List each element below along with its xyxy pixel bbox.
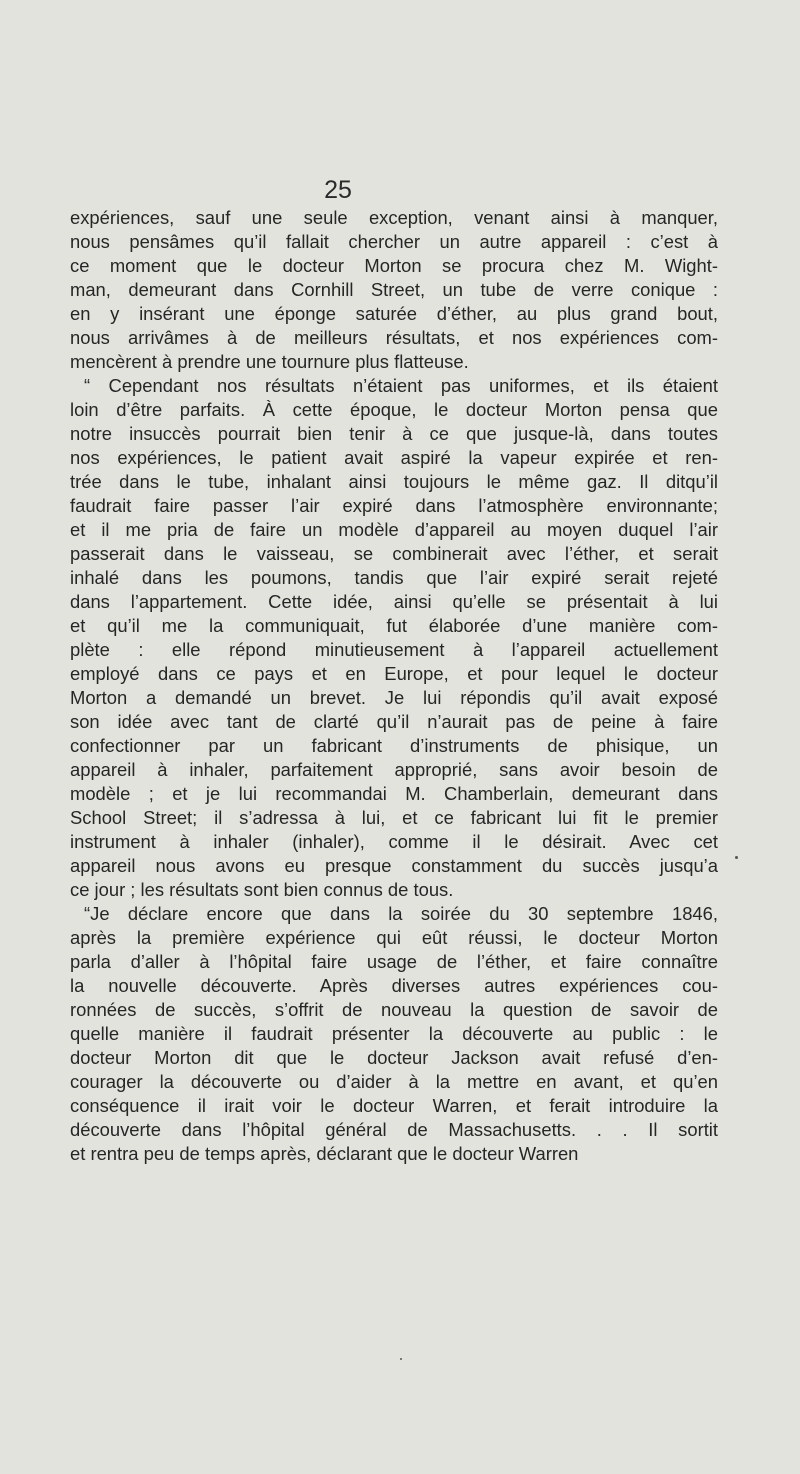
text-line: “Je déclare encore que dans la soirée du 30 septembre 1846, <box>84 903 718 924</box>
text-line: confectionner par un fabricant d’instruments de phisique, un <box>70 735 718 756</box>
text-line: employé dans ce pays et en Europe, et pour lequel le docteur <box>70 663 718 684</box>
text-line: nous pensâmes qu’il fallait chercher un autre appareil : c’est à <box>70 231 718 252</box>
text-line: dans l’appartement. Cette idée, ainsi qu’elle se présentait à lui <box>70 591 718 612</box>
text-line: trée dans le tube, inhalant ainsi toujours le même gaz. Il ditqu’il <box>70 471 718 492</box>
text-line: instrument à inhaler (inhaler), comme il le désirait. Avec cet <box>70 831 718 852</box>
page-number: 25 <box>324 176 352 204</box>
text-line: ce moment que le docteur Morton se procura chez M. Wight- <box>70 255 718 276</box>
text-line: notre insuccès pourrait bien tenir à ce que jusque-là, dans toutes <box>70 423 718 444</box>
text-line: découverte dans l’hôpital général de Massachusetts. . . Il sortit <box>70 1119 718 1140</box>
text-line: loin d’être parfaits. À cette époque, le docteur Morton pensa que <box>70 399 718 420</box>
text-line: modèle ; et je lui recommandai M. Chamberlain, demeurant dans <box>70 783 718 804</box>
margin-speck <box>735 856 738 859</box>
text-line: en y insérant une éponge saturée d’éther, au plus grand bout, <box>70 303 718 324</box>
text-line: nos expériences, le patient avait aspiré la vapeur expirée et ren- <box>70 447 718 468</box>
text-line: “ Cependant nos résultats n’étaient pas uniformes, et ils étaient <box>84 375 718 396</box>
text-line: expériences, sauf une seule exception, venant ainsi à manquer, <box>70 207 718 228</box>
text-line: inhalé dans les poumons, tandis que l’air expiré serait rejeté <box>70 567 718 588</box>
text-line: la nouvelle découverte. Après diverses autres expériences cou- <box>70 975 718 996</box>
text-line: et il me pria de faire un modèle d’appareil au moyen duquel l’air <box>70 519 718 540</box>
text-line: après la première expérience qui eût réussi, le docteur Morton <box>70 927 718 948</box>
text-line: man, demeurant dans Cornhill Street, un tube de verre conique : <box>70 279 718 300</box>
text-line: parla d’aller à l’hôpital faire usage de l’éther, et faire connaître <box>70 951 718 972</box>
text-line: Morton a demandé un brevet. Je lui répondis qu’il avait exposé <box>70 687 718 708</box>
text-line: faudrait faire passer l’air expiré dans l’atmosphère environnante; <box>70 495 718 516</box>
text-line: conséquence il irait voir le docteur Warren, et ferait introduire la <box>70 1095 718 1116</box>
text-line: et rentra peu de temps après, déclarant que le docteur Warren <box>70 1143 579 1164</box>
text-line: appareil nous avons eu presque constamment du succès jusqu’a <box>70 855 718 876</box>
text-line: mencèrent à prendre une tournure plus flatteuse. <box>70 351 469 372</box>
text-line: passerait dans le vaisseau, se combinerait avec l’éther, et serait <box>70 543 718 564</box>
text-line: quelle manière il faudrait présenter la découverte au public : le <box>70 1023 718 1044</box>
text-line: School Street; il s’adressa à lui, et ce fabricant lui fit le premier <box>70 807 718 828</box>
margin-speck <box>400 1358 402 1360</box>
text-line: appareil à inhaler, parfaitement approprié, sans avoir besoin de <box>70 759 718 780</box>
text-line: docteur Morton dit que le docteur Jackson avait refusé d’en- <box>70 1047 718 1068</box>
text-line: ce jour ; les résultats sont bien connus de tous. <box>70 879 454 900</box>
text-line: nous arrivâmes à de meilleurs résultats, et nos expériences com- <box>70 327 718 348</box>
body-text <box>70 206 718 1166</box>
text-line: son idée avec tant de clarté qu’il n’aurait pas de peine à faire <box>70 711 718 732</box>
text-line: plète : elle répond minutieusement à l’appareil actuellement <box>70 639 718 660</box>
text-line: et qu’il me la communiquait, fut élaborée d’une manière com- <box>70 615 718 636</box>
text-line: courager la découverte ou d’aider à la mettre en avant, et qu’en <box>70 1071 718 1092</box>
text-line: ronnées de succès, s’offrit de nouveau la question de savoir de <box>70 999 718 1020</box>
